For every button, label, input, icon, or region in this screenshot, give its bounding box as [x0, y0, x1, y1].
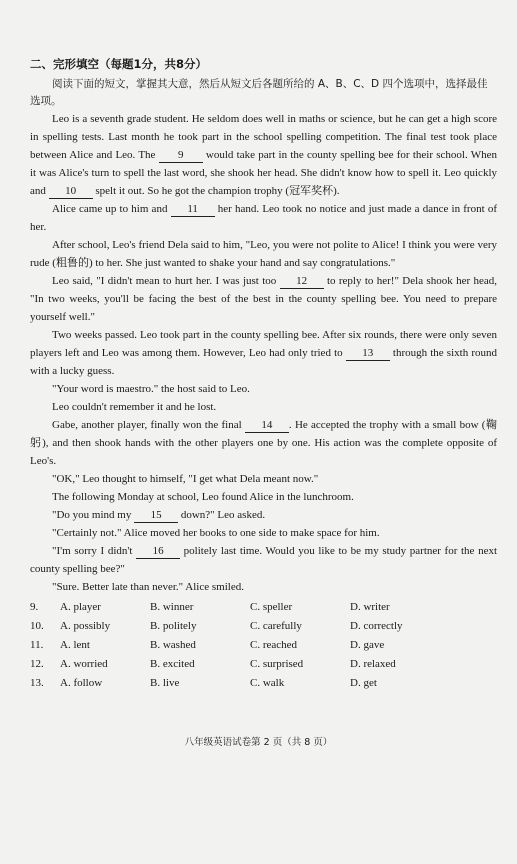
blank-12: 12 [280, 275, 324, 289]
blank-14: 14 [245, 419, 289, 433]
option-row [30, 598, 497, 617]
paragraph-3: After school, Leo's friend Dela said to him, "Leo, you were not polite to Alice! I think you were very rude (粗鲁的) to her. She just wanted to shake your hand and say congratulations." [30, 239, 497, 269]
option-c: C. carefully [250, 620, 302, 632]
paragraph-10: The following Monday at school, Leo found Alice in the lunchroom. [52, 491, 354, 503]
paragraph-11: "Do you mind my 15 down?" Leo asked. [52, 509, 266, 521]
option-row [30, 655, 497, 674]
option-c: C. surprised [250, 658, 304, 670]
option-d: D. gave [350, 639, 385, 651]
option-c: C. reached [250, 639, 298, 651]
paragraph-4: Leo said, "I didn't mean to hurt her. I was just too 12 to reply to her!" Dela shook her head, "In two weeks, you'll be facing the best of the best in the county spelling bee. You need to prepare yourself well." [30, 275, 497, 323]
option-c: C. walk [250, 677, 285, 689]
section-instruction: 阅读下面的短文，掌握其大意，然后从短文后各题所给的 A、B、C、D 四个选项中，选择最佳选项。 [30, 78, 488, 107]
option-a: A. player [60, 601, 101, 613]
blank-15: 15 [134, 509, 178, 523]
option-b: B. politely [150, 620, 197, 632]
paragraph-13: "I'm sorry I didn't 16 politely last time. Would you like to be my study partner for the next county spelling bee?" [30, 545, 498, 575]
option-a: A. follow [60, 677, 103, 689]
option-d: D. correctly [350, 620, 403, 632]
question-number: 9. [30, 601, 39, 613]
answer-options [30, 598, 497, 693]
option-b: B. live [150, 677, 180, 689]
paragraph-14: "Sure. Better late than never." Alice smiled. [52, 581, 244, 593]
option-c: C. speller [250, 601, 293, 613]
option-d: D. get [350, 677, 377, 689]
blank-10: 10 [49, 185, 93, 199]
blank-16: 16 [136, 545, 180, 559]
option-a: A. lent [60, 639, 90, 651]
paragraph-5: Two weeks passed. Leo took part in the county spelling bee. After six rounds, there were only seven players left and Leo was among them. However, Leo had only tried to 13 through the sixth round with a lucky guess. [30, 329, 497, 377]
question-number: 12. [30, 658, 44, 670]
option-d: D. relaxed [350, 658, 396, 670]
paragraph-7: Leo couldn't remember it and he lost. [52, 401, 217, 413]
option-d: D. writer [350, 601, 390, 613]
question-number: 13. [30, 677, 44, 689]
paragraph-8: Gabe, another player, finally won the final 14 . He accepted the trophy with a small bow (鞠躬), and then shook hands with the other players one by one. His action was the complete opposite of Leo's. [30, 419, 497, 467]
option-row [30, 617, 497, 636]
page-footer: 八年级英语试卷第 2 页（共 8 页） [184, 737, 333, 748]
blank-9: 9 [159, 149, 203, 163]
paragraph-9: "OK," Leo thought to himself, "I get what Dela meant now." [52, 473, 319, 485]
paragraph-6: "Your word is maestro." the host said to Leo. [52, 383, 250, 395]
option-row [30, 674, 497, 693]
question-number: 11. [30, 639, 44, 651]
question-number: 10. [30, 620, 44, 632]
passage [30, 110, 497, 596]
option-a: A. possibly [60, 620, 111, 632]
option-row [30, 636, 497, 655]
paragraph-12: "Certainly not." Alice moved her books to one side to make space for him. [52, 527, 380, 539]
paragraph-2: Alice came up to him and 11 her hand. Leo took no notice and just made a dance in front of her. [30, 203, 497, 233]
option-b: B. winner [150, 601, 194, 613]
option-a: A. worried [60, 658, 108, 670]
option-b: B. excited [150, 658, 195, 670]
option-b: B. washed [150, 639, 196, 651]
paragraph-1: Leo is a seventh grade student. He seldom does well in maths or science, but he can get a high score in spelling tests. Last month he took part in the school spelling competition. The final test took place between Alice and Leo. The 9 would take part in the county spelling bee for their school. When it was Alice's turn to spell the last word, she shook her head. She didn't know how to spell it. Leo quickly and 10 spelt it out. So he got the champion trophy (冠军奖杯). [30, 113, 497, 197]
blank-11: 11 [171, 203, 215, 217]
section-title: 二、完形填空（每题1分，共8分） [30, 57, 208, 71]
blank-13: 13 [346, 347, 390, 361]
